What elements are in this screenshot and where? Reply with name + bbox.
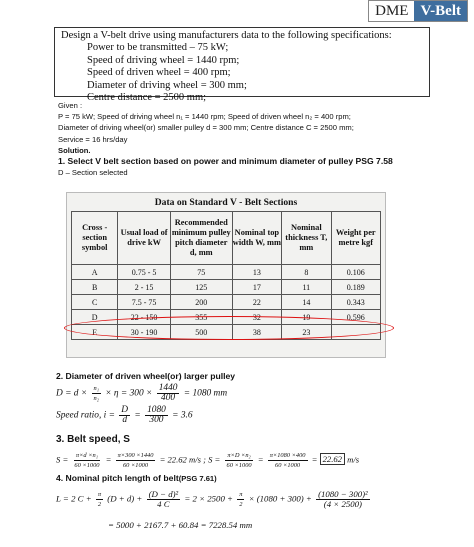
- fraction: [96, 490, 103, 509]
- eq-text: = 22.62 m/s ; S =: [159, 454, 221, 465]
- table-cell: D: [72, 310, 118, 325]
- frac-den: 60 ×1000: [275, 462, 301, 469]
- frac-num: π: [239, 491, 243, 498]
- frac-den: 60 ×1000: [226, 462, 252, 469]
- frac-num: π: [97, 491, 102, 498]
- step1-title: 1. Select V belt section based on power and minimum diameter of pulley PSG 7.58: [58, 156, 393, 167]
- step4-eq: [56, 490, 372, 509]
- step2-eq1: [56, 384, 227, 403]
- frac-den: 60 ×1000: [122, 462, 149, 469]
- header-badge: [368, 0, 468, 22]
- eq-text: D = d ×: [56, 388, 88, 399]
- fraction: [72, 451, 101, 470]
- solution-label: Solution.: [58, 145, 91, 155]
- table-cell: 125: [170, 280, 232, 295]
- table-cell: 13: [232, 265, 281, 280]
- table-cell: 0.189: [331, 280, 380, 295]
- table-cell: 19: [282, 310, 331, 325]
- table-title: Data on Standard V - Belt Sections: [154, 197, 298, 208]
- frac-den: (4 × 2500): [323, 499, 362, 509]
- frac-den: d: [122, 415, 128, 425]
- selection-ellipse: [64, 316, 394, 340]
- step1-note: D – Section selected: [58, 168, 128, 178]
- eq-text: = 2 × 2500 +: [184, 493, 233, 504]
- eq-text: = 3.6: [172, 410, 193, 421]
- fraction: [225, 451, 254, 470]
- table-cell: C: [72, 295, 118, 310]
- table-header: Recommended minimum pulley pitch diameter d, mm: [170, 212, 232, 265]
- frac-num: n₁: [93, 385, 99, 392]
- table-header: Usual load of drive kW: [118, 212, 171, 265]
- problem-line: Centre distance = 2500 mm;: [87, 92, 207, 104]
- fraction: [268, 451, 308, 470]
- given-label: Given :: [58, 101, 83, 110]
- eq-text: × (1080 + 300) +: [248, 493, 312, 504]
- table-cell: 355: [170, 310, 232, 325]
- step2-title: 2. Diameter of driven wheel(or) larger pulley: [56, 371, 236, 381]
- table-cell: 75: [170, 265, 232, 280]
- problem-line: Speed of driven wheel = 400 rpm;: [87, 67, 231, 79]
- frac-num: π×d ×n₁: [75, 452, 98, 459]
- problem-line: Speed of driving wheel = 1440 rpm;: [87, 54, 240, 66]
- step2-eq2: [56, 406, 193, 425]
- table-row: [72, 295, 381, 310]
- table-cell: 0.106: [331, 265, 380, 280]
- step4-title: [56, 473, 217, 483]
- table-cell: 38: [232, 325, 281, 340]
- given-line-1: P = 75 kW; Speed of driving wheel n₁ = 1440 rpm; Speed of driven wheel n₂ = 400 rpm;: [58, 112, 351, 122]
- frac-den: 4 C: [157, 499, 170, 509]
- fraction: [237, 490, 244, 509]
- eq-text: (D + d) +: [107, 493, 143, 504]
- table-cell: A: [72, 265, 118, 280]
- frac-num: (D − d)²: [148, 489, 179, 499]
- frac-den: 2: [239, 501, 243, 508]
- frac-den: 60 ×1000: [74, 462, 100, 469]
- table-header: Nominal top width W, mm: [232, 212, 281, 265]
- given-line-2: Diameter of driving wheel(or) smaller pulley d = 300 mm; Centre distance C = 2500 mm;: [58, 123, 354, 133]
- fraction: [316, 490, 370, 509]
- fraction: [116, 451, 156, 470]
- table-row: [72, 280, 381, 295]
- eq-text: S =: [56, 454, 69, 465]
- fraction: [92, 384, 101, 403]
- eq-text: L = 2 C +: [56, 493, 92, 504]
- table-cell: 11: [282, 280, 331, 295]
- belt-speed-result: 22.62: [320, 453, 345, 465]
- step4-final: = 5000 + 2167.7 + 60.84 = 7228.54 mm: [108, 520, 253, 530]
- fraction: [157, 384, 180, 403]
- table-cell: B: [72, 280, 118, 295]
- table-cell: 500: [170, 325, 232, 340]
- table-cell: 17: [232, 280, 281, 295]
- eq-text: m/s: [347, 454, 360, 465]
- fraction: [119, 406, 130, 425]
- frac-num: (1080 − 300)²: [318, 489, 368, 499]
- problem-line: Diameter of driving wheel = 300 mm;: [87, 79, 247, 91]
- frac-num: 1440: [158, 383, 178, 393]
- table-cell: 7.5 - 75: [118, 295, 171, 310]
- step4-title-text: 4. Nominal pitch length of belt: [56, 473, 179, 483]
- frac-num: 1080: [147, 405, 166, 415]
- step4-ref: (PSG 7.61): [178, 474, 217, 483]
- table-cell: 0.596: [331, 310, 380, 325]
- table-cell: 2 - 15: [118, 280, 171, 295]
- table-row: [72, 265, 381, 280]
- table-cell: 200: [170, 295, 232, 310]
- frac-num: π×1080 ×400: [269, 452, 306, 459]
- eq-text: =: [134, 410, 141, 421]
- frac-den: 300: [149, 415, 164, 425]
- table-cell: 23: [282, 325, 331, 340]
- table-cell: 14: [282, 295, 331, 310]
- problem-title: Design a V-belt drive using manufacturers data to the following specifications:: [61, 30, 392, 41]
- table-cell: 22 - 150: [118, 310, 171, 325]
- given-line-3: Service = 16 hrs/day: [58, 134, 128, 144]
- table-cell: 8: [282, 265, 331, 280]
- table-cell: 22: [232, 295, 281, 310]
- table-cell: 0.75 - 5: [118, 265, 171, 280]
- frac-num: D: [121, 405, 129, 415]
- frac-den: 400: [161, 393, 176, 403]
- given-section: [58, 100, 458, 178]
- eq-text: = 1080 mm: [183, 388, 228, 399]
- frac-num: π×300 ×1440: [117, 452, 154, 459]
- step3-title: 3. Belt speed, S: [56, 434, 130, 445]
- problem-statement: [54, 27, 430, 104]
- problem-line: Power to be transmitted – 75 kW;: [87, 42, 229, 54]
- header-dme: DME: [369, 1, 414, 21]
- table-cell: 0.343: [331, 295, 380, 310]
- table-cell: E: [72, 325, 118, 340]
- table-cell: 32: [232, 310, 281, 325]
- fraction: [145, 406, 168, 425]
- table-cell: 30 - 190: [118, 325, 171, 340]
- header-vbelt: V-Belt: [414, 1, 467, 21]
- frac-den: 2: [97, 501, 102, 508]
- step3-eq: S = $\frac{\text{π×d ×n₁}}{60 \times 1000}$ = $\frac{\pi\times 300 \times 1440}{60 \times 1000}$ = 22.62 m/s ; S = $\frac{\text{π×D ×n₂}}{60 \times 1000}$ = $\frac{\pi\times 1080 \times 400}{60 \times 1000}$ = 22.62 m/s: [56, 452, 360, 469]
- table-header: Weight per metre kgf: [331, 212, 380, 265]
- frac-num: π×D ×n₂: [227, 452, 251, 459]
- table-header: Cross - section symbol: [72, 212, 118, 265]
- eq-text: Speed ratio, i =: [56, 410, 115, 421]
- eq-text: × η = 300 ×: [105, 388, 153, 399]
- frac-den: n₂: [93, 395, 99, 402]
- table-header: Nominal thickness T, mm: [282, 212, 331, 265]
- fraction: [147, 490, 181, 509]
